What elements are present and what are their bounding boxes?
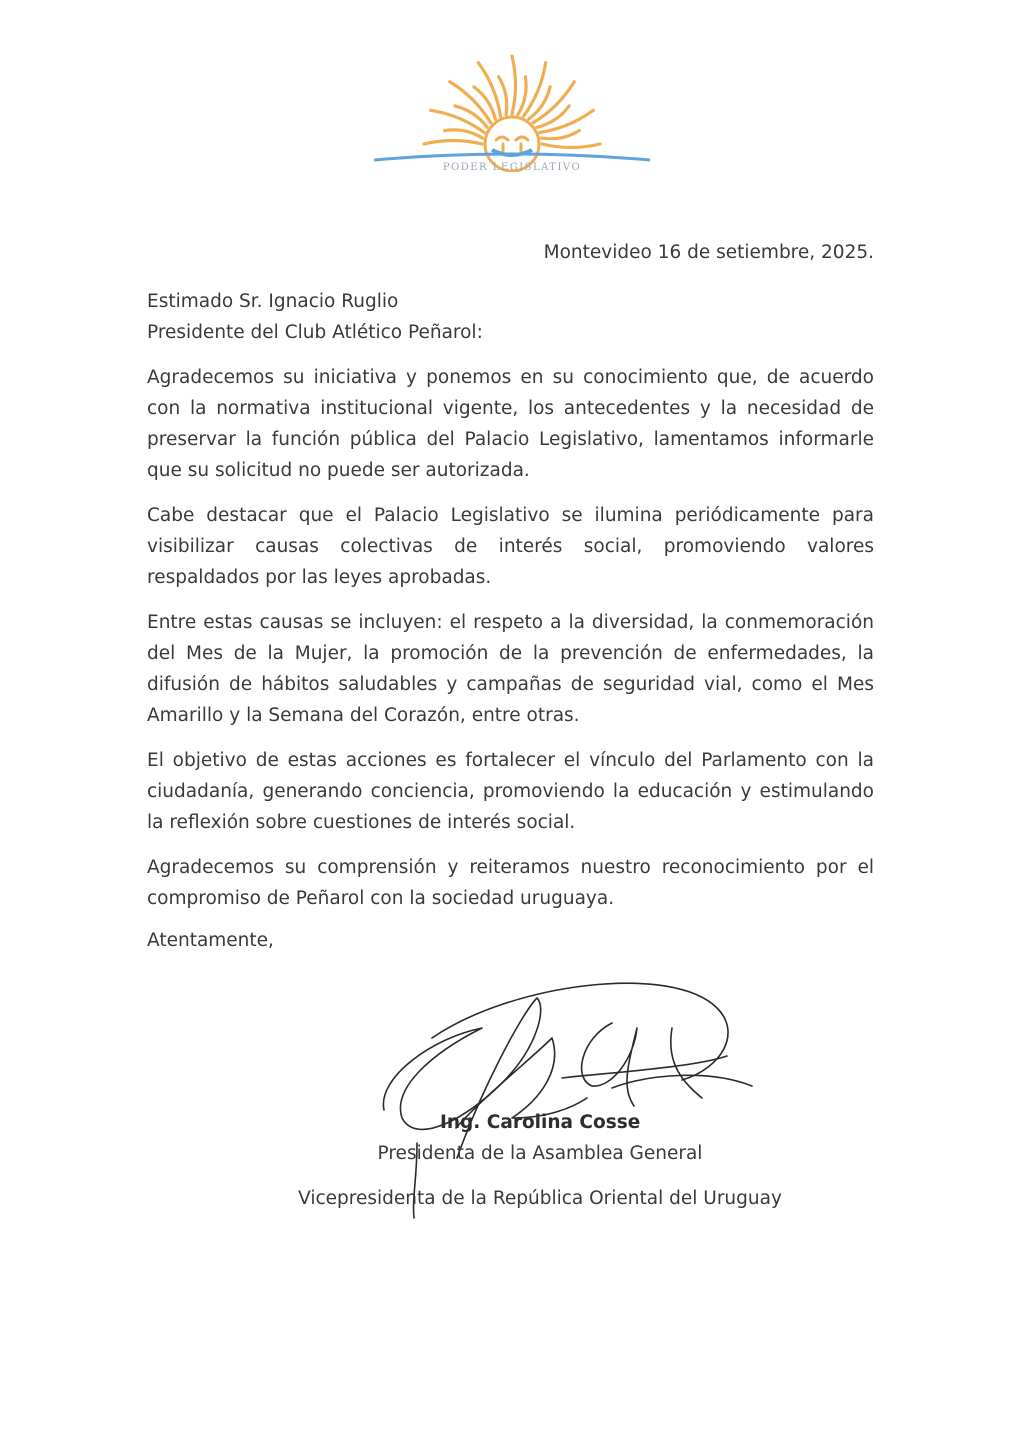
- closing: Atentamente,: [147, 930, 274, 951]
- salutation: [147, 286, 877, 348]
- salutation-line-2: Presidente del Club Atlético Peñarol:: [147, 322, 483, 343]
- body-paragraph: Entre estas causas se incluyen: el respeto a la diversidad, la conmemoración del Mes de la Mujer, la promoción de la prevención de enfermedades, la difusión de hábitos saludables y campañas de seguridad vial, como el Mes Amarillo y la Semana del Corazón, entre otras.: [147, 612, 874, 726]
- sun-ray: [542, 144, 600, 148]
- sun-ray: [445, 130, 483, 138]
- sun-ray: [518, 77, 526, 115]
- letter-body: [147, 362, 874, 928]
- poder-legislativo-logo: [372, 52, 652, 182]
- body-paragraph: Cabe destacar que el Palacio Legislativo se ilumina periódicamente para visibilizar causas colectivas de interés social, promoviendo valores respaldados por las leyes aprobadas.: [147, 505, 874, 588]
- signer-role-2: Vicepresidenta de la República Oriental del Uruguay: [298, 1188, 782, 1209]
- logo-caption: PODER LEGISLATIVO: [442, 162, 582, 173]
- sun-ray: [512, 56, 516, 114]
- body-paragraph: Agradecemos su comprensión y reiteramos nuestro reconocimiento por el compromiso de Peñarol con la sociedad uruguaya.: [147, 857, 874, 909]
- sun-ray: [424, 141, 482, 145]
- body-paragraph: El objetivo de estas acciones es fortalecer el vínculo del Parlamento con la ciudadanía, generando conciencia, promoviendo la educación y estimulando la reflexión sobre cuestiones de interés social.: [147, 750, 874, 833]
- salutation-line-1: Estimado Sr. Ignacio Ruglio: [147, 291, 399, 312]
- signer-name: Ing. Carolina Cosse: [440, 1112, 641, 1133]
- body-paragraph: Agradecemos su iniciativa y ponemos en su conocimiento que, de acuerdo con la normativa institucional vigente, los antecedentes y la necesidad de preservar la función pública del Palacio Legislativo, lamentamos informarle que su solicitud no puede ser autorizada.: [147, 367, 874, 481]
- letter-date: Montevideo 16 de setiembre, 2025.: [543, 242, 874, 263]
- signer-role-1: Presidenta de la Asamblea General: [377, 1143, 703, 1164]
- sun-of-may-emblem-icon: [372, 52, 652, 172]
